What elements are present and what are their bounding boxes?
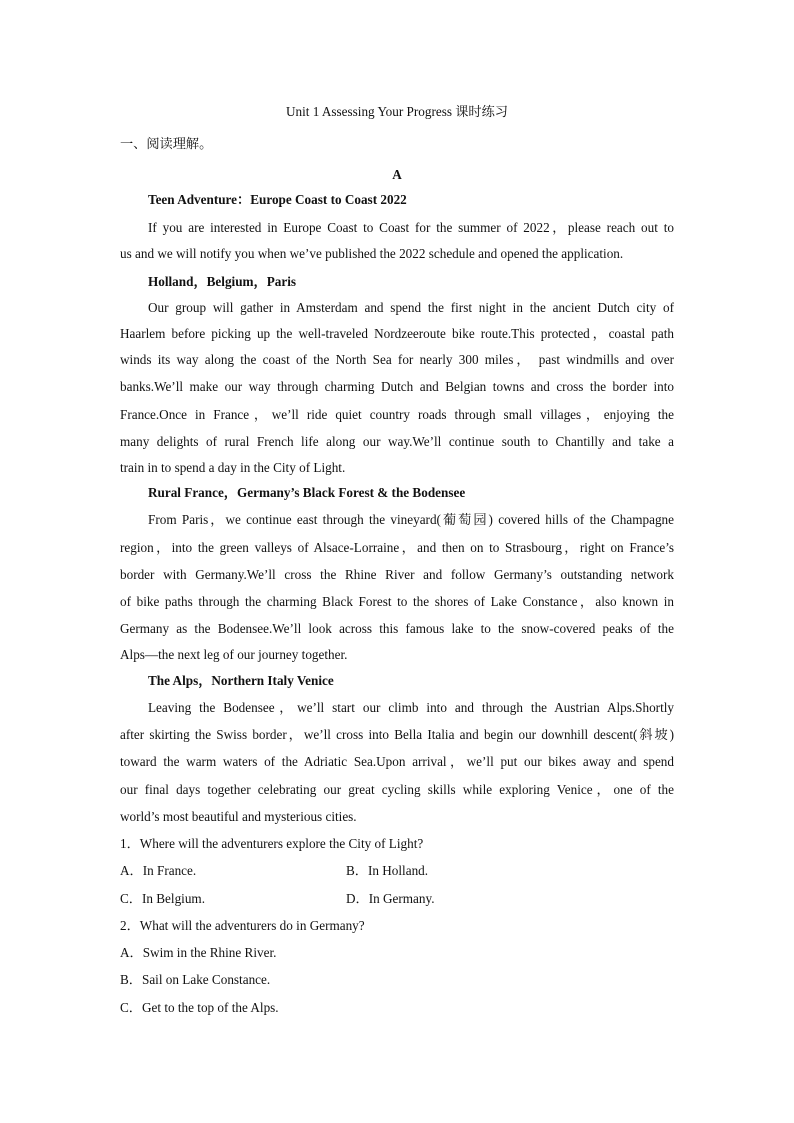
section-3-line: our final days together celebrating our great cycling skills while exploring Venice，one of the bbox=[120, 782, 674, 797]
section-heading: 一、阅读理解。 bbox=[120, 136, 213, 151]
question-2-option-b[interactable]: B．Sail on Lake Constance. bbox=[120, 972, 271, 987]
section-2-line: From Paris，we continue east through the vineyard(葡萄园) covered hills of the Champagne bbox=[148, 512, 674, 527]
section-2-line: region，into the green valleys of Alsace-Lorraine，and then on to Strasbourg，right on France’s bbox=[120, 540, 674, 555]
passage-title: Teen Adventure：Europe Coast to Coast 2022 bbox=[148, 192, 407, 207]
section-1-line: winds its way along the coast of the North Sea for nearly 300 miles， past windmills and over bbox=[120, 352, 674, 367]
section-1-line: many delights of rural French life along our way.We’ll continue south to Chantilly and take a bbox=[120, 434, 674, 449]
question-2-option-a[interactable]: A．Swim in the Rhine River. bbox=[120, 945, 277, 960]
intro-line: If you are interested in Europe Coast to Coast for the summer of 2022，please reach out to bbox=[148, 220, 674, 235]
section-2-line: border with Germany.We’ll cross the Rhine River and follow Germany’s outstanding network bbox=[120, 567, 674, 582]
section-1-line: banks.We’ll make our way through charming Dutch and Belgian towns and cross the border into bbox=[120, 379, 674, 394]
question-1-option-a[interactable]: A．In France. bbox=[120, 863, 197, 878]
question-1-option-b[interactable]: B．In Holland. bbox=[346, 863, 429, 878]
question-1-option-d[interactable]: D．In Germany. bbox=[346, 891, 435, 906]
document-title: Unit 1 Assessing Your Progress 课时练习 bbox=[285, 104, 508, 119]
section-3-line: Leaving the Bodensee，we’ll start our climb into and through the Austrian Alps.Shortly bbox=[148, 700, 674, 715]
section-3-line: after skirting the Swiss border，we’ll cross into Bella Italia and begin our downhill descent(斜坡) bbox=[120, 727, 674, 742]
section-3-line: world’s most beautiful and mysterious cities. bbox=[120, 809, 357, 824]
question-2-option-c[interactable]: C．Get to the top of the Alps. bbox=[120, 1000, 279, 1015]
section-1-heading: Holland，Belgium，Paris bbox=[148, 274, 297, 289]
section-1-line: Our group will gather in Amsterdam and spend the first night in the ancient Dutch city of bbox=[148, 300, 674, 315]
section-2-line: Germany as the Bodensee.We’ll look across this famous lake to the snow-covered peaks of the bbox=[120, 621, 674, 636]
section-2-line: Alps—the next leg of our journey together. bbox=[120, 647, 348, 662]
section-1-line: France.Once in France，we’ll ride quiet country roads through small villages，enjoying the bbox=[120, 407, 674, 422]
passage-label: A bbox=[392, 167, 402, 182]
section-3-heading: The Alps，Northern Italy Venice bbox=[148, 673, 334, 688]
question-2-stem: 2．What will the adventurers do in Germany? bbox=[120, 918, 365, 933]
intro-line: us and we will notify you when we’ve published the 2022 schedule and opened the application. bbox=[120, 246, 624, 261]
section-1-line: Haarlem before picking up the well-traveled Nordzeeroute bike route.This protected，coastal path bbox=[120, 326, 674, 341]
section-3-line: toward the warm waters of the Adriatic Sea.Upon arrival，we’ll put our bikes away and spend bbox=[120, 754, 674, 769]
section-2-line: of bike paths through the charming Black Forest to the shores of Lake Constance，also known in bbox=[120, 594, 674, 609]
section-2-heading: Rural France，Germany’s Black Forest & the Bodensee bbox=[148, 485, 466, 500]
section-1-line: train in to spend a day in the City of Light. bbox=[120, 460, 346, 475]
question-1-option-c[interactable]: C．In Belgium. bbox=[120, 891, 205, 906]
question-1-stem: 1．Where will the adventurers explore the City of Light? bbox=[120, 836, 424, 851]
